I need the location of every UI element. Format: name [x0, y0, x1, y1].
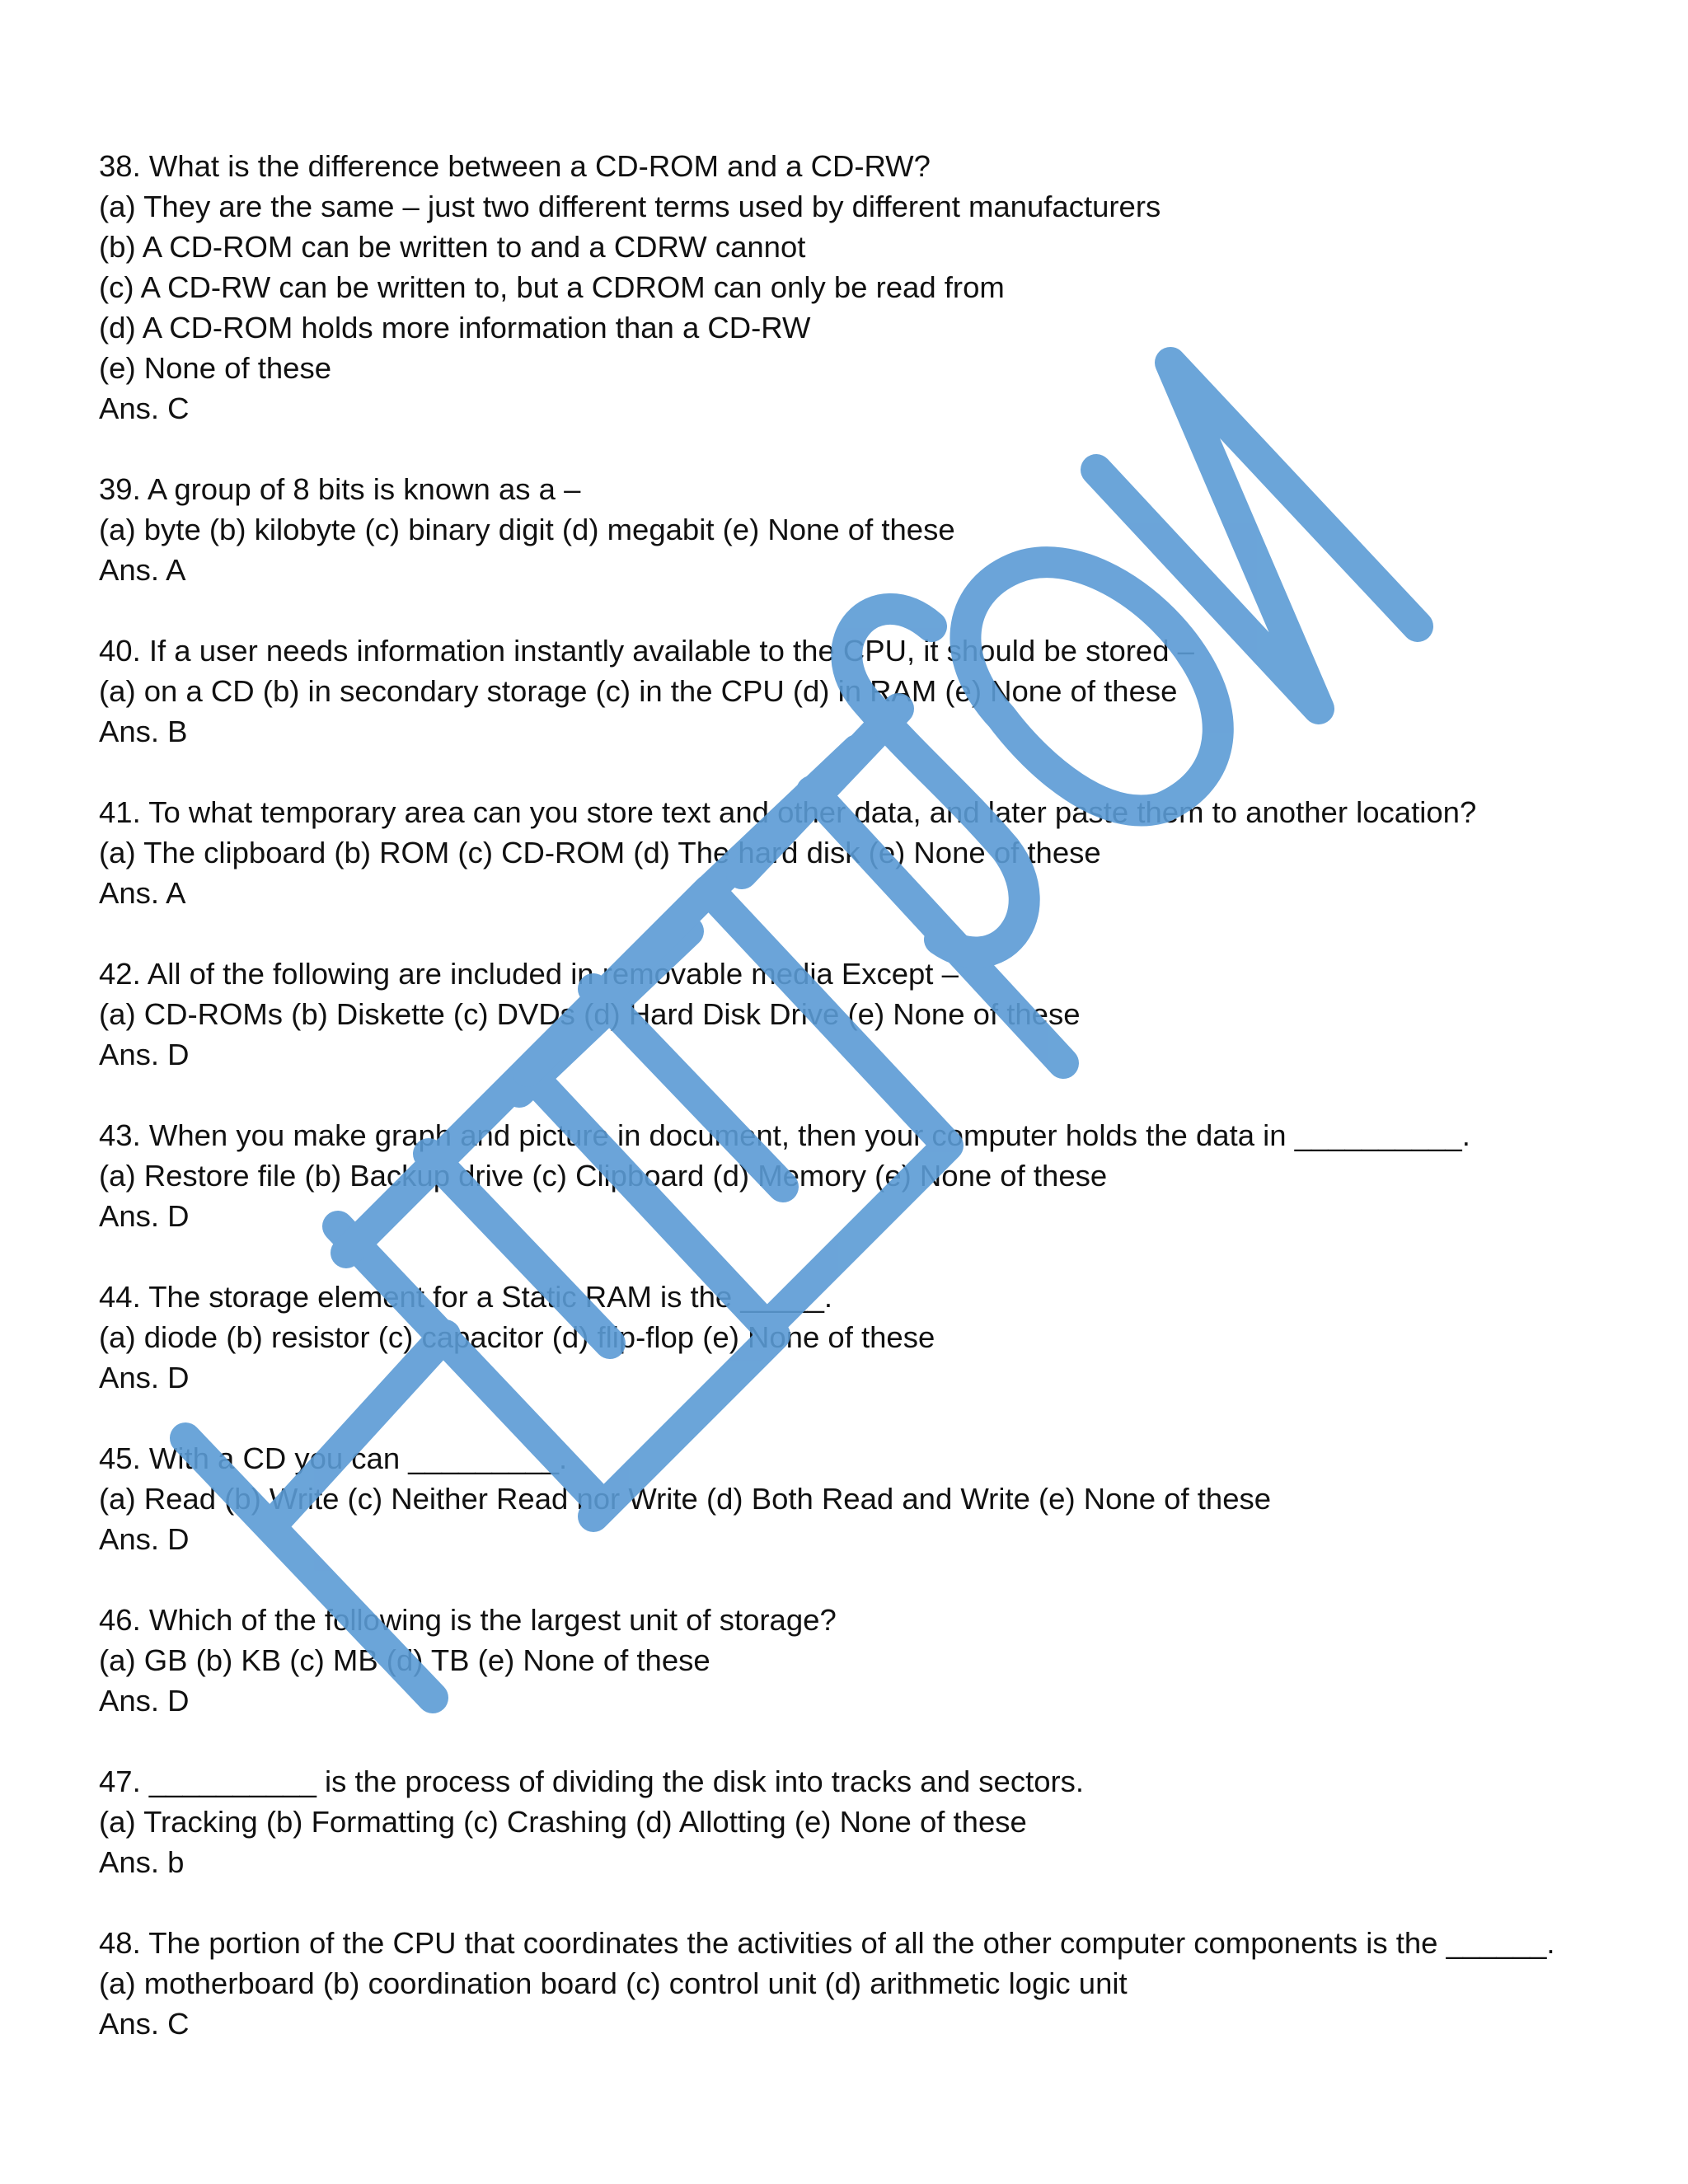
question-text: 38. What is the difference between a CD-ROM and a CD-RW? — [99, 149, 931, 183]
answer-key: Ans. D — [99, 1684, 190, 1718]
answer-option: (e) None of these — [99, 351, 332, 385]
answer-key: Ans. b — [99, 1845, 185, 1879]
answer-key: Ans. D — [99, 1199, 190, 1233]
answer-option: (b) A CD-ROM can be written to and a CDRW cannot — [99, 230, 806, 264]
question-block — [99, 1923, 1615, 2044]
question-text: 48. The portion of the CPU that coordinates the activities of all the other computer components is the ______. — [99, 1926, 1555, 1960]
question-text: 40. If a user needs information instantly available to the CPU, it should be stored – — [99, 634, 1194, 668]
question-block — [99, 630, 1615, 752]
question-text: 42. All of the following are included in removable media Except – — [99, 957, 959, 991]
answer-option: (c) A CD-RW can be written to, but a CDROM can only be read from — [99, 270, 1005, 304]
answer-option: (a) Read (b) Write (c) Neither Read nor Write (d) Both Read and Write (e) None of these — [99, 1482, 1272, 1516]
answer-key: Ans. D — [99, 1361, 190, 1394]
question-text: 45. With a CD you can _________. — [99, 1441, 568, 1475]
answer-option: (a) motherboard (b) coordination board (c) control unit (d) arithmetic logic unit — [99, 1966, 1128, 2000]
question-block — [99, 1438, 1615, 1559]
question-list — [99, 146, 1615, 2084]
question-text: 46. Which of the following is the largest unit of storage? — [99, 1603, 837, 1637]
question-block — [99, 1277, 1615, 1398]
answer-key: Ans. A — [99, 876, 186, 910]
answer-option: (a) CD-ROMs (b) Diskette (c) DVDs (d) Hard Disk Drive (e) None of these — [99, 997, 1081, 1031]
answer-option: (a) Tracking (b) Formatting (c) Crashing (d) Allotting (e) None of these — [99, 1805, 1027, 1839]
answer-option: (a) GB (b) KB (c) MB (d) TB (e) None of these — [99, 1643, 710, 1677]
question-block — [99, 146, 1615, 429]
question-block — [99, 954, 1615, 1075]
answer-option: (d) A CD-ROM holds more information than a CD-RW — [99, 311, 811, 344]
answer-key: Ans. D — [99, 1038, 190, 1071]
question-block — [99, 1600, 1615, 1721]
answer-option: (a) The clipboard (b) ROM (c) CD-ROM (d) The hard disk (e) None of these — [99, 836, 1101, 869]
question-block — [99, 469, 1615, 590]
answer-option: (a) diode (b) resistor (c) capacitor (d) flip-flop (e) None of these — [99, 1320, 935, 1354]
answer-key: Ans. C — [99, 391, 190, 425]
answer-key: Ans. D — [99, 1522, 190, 1556]
answer-option: (a) on a CD (b) in secondary storage (c) in the CPU (d) in RAM (e) None of these — [99, 674, 1178, 708]
question-text: 41. To what temporary area can you store text and other data, and later paste them to another location? — [99, 795, 1477, 829]
answer-key: Ans. B — [99, 715, 188, 748]
question-block — [99, 1115, 1615, 1236]
question-block — [99, 1761, 1615, 1882]
answer-option: (a) Restore file (b) Backup drive (c) Clipboard (d) Memory (e) None of these — [99, 1159, 1108, 1193]
answer-option: (a) byte (b) kilobyte (c) binary digit (d) megabit (e) None of these — [99, 513, 955, 546]
answer-option: (a) They are the same – just two different terms used by different manufacturers — [99, 190, 1161, 223]
question-block — [99, 792, 1615, 913]
answer-key: Ans. A — [99, 553, 186, 587]
question-text: 47. __________ is the process of dividing the disk into tracks and sectors. — [99, 1765, 1085, 1798]
question-text: 39. A group of 8 bits is known as a – — [99, 472, 581, 506]
question-text: 44. The storage element for a Static RAM is the _____. — [99, 1280, 833, 1314]
question-text: 43. When you make graph and picture in document, then your computer holds the data in __________. — [99, 1118, 1470, 1152]
answer-key: Ans. C — [99, 2007, 190, 2041]
